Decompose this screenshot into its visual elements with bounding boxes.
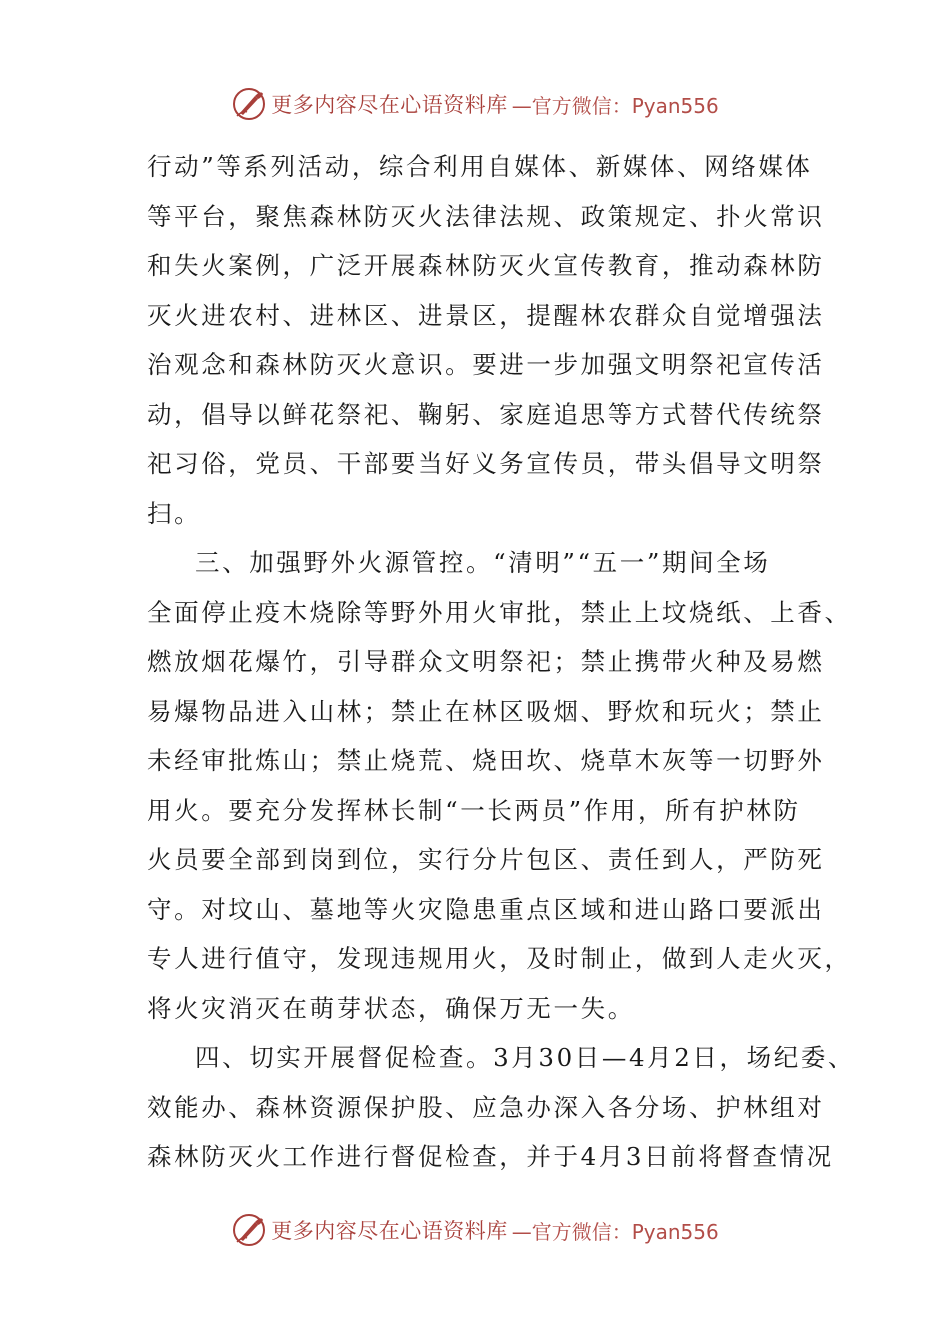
watermark-banner-bottom: [0, 1208, 950, 1252]
text-line: 未经审批炼山；禁止烧荒、烧田坎、烧草木灰等一切野外: [147, 746, 825, 775]
watermark-brand-text: 更多内容尽在心语资料库: [271, 1219, 508, 1243]
text-line: 森林防灭火工作进行督促检查，并于4月3日前将督查情况: [147, 1142, 834, 1171]
text-line: 易爆物品进入山林；禁止在林区吸烟、野炊和玩火；禁止: [147, 696, 825, 726]
section-heading-line: 四、切实开展督促检查。3月30日—4月2日，场纪委、: [195, 1043, 856, 1072]
text-line: 动，倡导以鲜花祭祀、鞠躬、家庭追思等方式替代传统祭: [147, 399, 825, 429]
text-line: 扫。: [147, 498, 202, 528]
watermark-wechat-text: —官方微信：Pyan556: [511, 1219, 719, 1244]
text-line: 火员要全部到岗到位，实行分片包区、责任到人，严防死: [147, 845, 825, 874]
text-line: 专人进行值守，发现违规用火，及时制止，做到人走火灭，: [147, 944, 852, 973]
text-line: 效能办、森林资源保护股、应急办深入各分场、护林组对: [147, 1092, 825, 1122]
watermark-wechat-text: —官方微信：Pyan556: [511, 93, 719, 118]
text-line: 和失火案例，广泛开展森林防灭火宣传教育，推动森林防: [147, 251, 825, 280]
text-line: 将火灾消灭在萌芽状态，确保万无一失。: [147, 993, 635, 1023]
text-line: 全面停止疫木烧除等野外用火审批，禁止上坟烧纸、上香、: [147, 597, 852, 627]
text-line: 等平台，聚焦森林防灭火法律法规、政策规定、扑火常识: [147, 201, 825, 231]
text-line: 祀习俗，党员、干部要当好义务宣传员，带头倡导文明祭: [147, 449, 825, 478]
text-line: 灭火进农村、进林区、进景区，提醒林农群众自觉增强法: [147, 300, 825, 330]
pen-quill-icon: [231, 1212, 267, 1248]
text-line: 治观念和森林防灭火意识。要进一步加强文明祭祀宣传活: [147, 350, 825, 379]
watermark-brand-text: 更多内容尽在心语资料库: [271, 93, 508, 117]
text-line: 守。对坟山、墓地等火灾隐患重点区域和进山路口要派出: [147, 894, 825, 924]
watermark-banner-top: [0, 82, 950, 126]
section-heading-line: 三、加强野外火源管控。“清明”“五一”期间全场: [195, 548, 771, 577]
text-line: 用火。要充分发挥林长制“一长两员”作用，所有护林防: [147, 795, 801, 825]
text-line: 行动”等系列活动，综合利用自媒体、新媒体、网络媒体: [147, 152, 813, 181]
document-body: [147, 142, 856, 1182]
pen-quill-icon: [231, 86, 267, 122]
text-line: 燃放烟花爆竹，引导群众文明祭祀；禁止携带火种及易燃: [147, 647, 825, 676]
